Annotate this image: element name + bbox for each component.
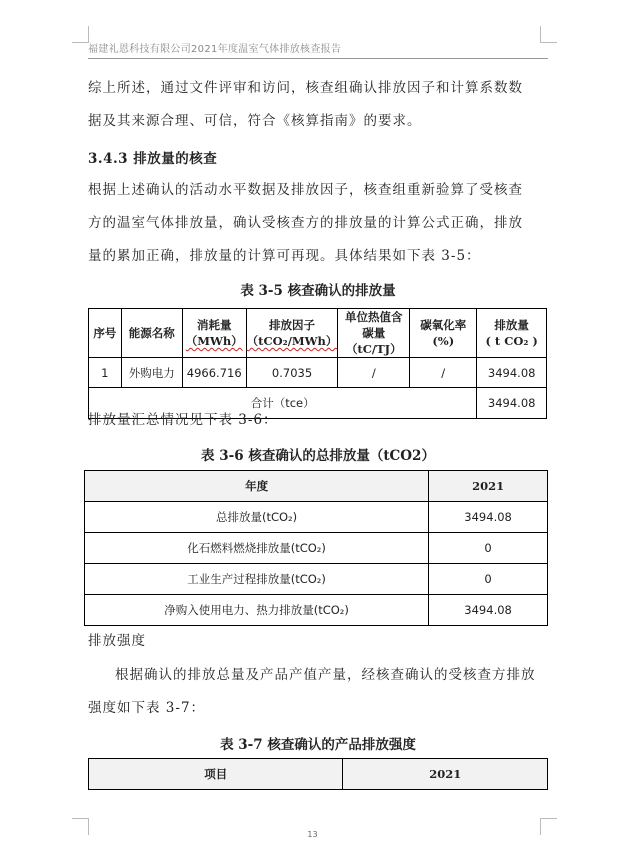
page-number: 13 xyxy=(307,830,318,839)
header-energy: 能源名称 xyxy=(121,309,182,358)
cell-label: 总排放量(tCO₂) xyxy=(85,502,429,533)
table-row xyxy=(85,564,548,595)
paragraph-conclusion xyxy=(88,72,548,138)
paragraph-line: 综上所述，通过文件评审和访问，核查组确认排放因子和计算系数数 xyxy=(88,80,523,96)
table-header-row xyxy=(85,471,548,502)
paragraph-line: 强度如下表 3-7： xyxy=(88,700,206,716)
table-3-7 xyxy=(88,758,548,790)
paragraph-intensity xyxy=(88,659,548,725)
table-3-6-caption: 表 3-6 核查确认的总排放量（tCO2） xyxy=(201,448,435,464)
cell-value: 0 xyxy=(429,533,548,564)
section-heading: 3.4.3 排放量的核查 xyxy=(88,151,218,167)
header-line: ( t CO₂ ) xyxy=(485,334,538,348)
cell-emission: 3494.08 xyxy=(477,358,547,388)
header-item: 年度 xyxy=(85,471,429,502)
cell-value: 3494.08 xyxy=(429,595,548,626)
paragraph-line: 方的温室气体排放量，确认受核查方的排放量的计算公式正确，排放 xyxy=(88,215,523,231)
page-header: 福建礼恩科技有限公司2021年度温室气体排放核查报告 xyxy=(88,44,342,55)
table-header-row xyxy=(89,759,548,790)
paragraph-line: 根据确认的排放总量及产品产值产量，经核查确认的受核查方排放 xyxy=(115,667,536,683)
cell-oxidation: / xyxy=(410,358,477,388)
table-3-5-caption: 表 3-5 核查确认的排放量 xyxy=(240,283,396,299)
header-year: 2021 xyxy=(343,759,548,790)
cell-label: 工业生产过程排放量(tCO₂) xyxy=(85,564,429,595)
cell-energy: 外购电力 xyxy=(121,358,182,388)
header-line: （tCO₂/MWh） xyxy=(246,334,338,348)
cell-label: 化石燃料燃烧排放量(tCO₂) xyxy=(85,533,429,564)
total-label: 合计（tce） xyxy=(250,396,315,410)
header-line: (%) xyxy=(432,334,455,348)
header-line: 消耗量 xyxy=(196,318,232,332)
header-item: 项目 xyxy=(89,759,343,790)
paragraph-line: 据及其来源合理、可信，符合《核算指南》的要求。 xyxy=(88,113,422,129)
header-oxidation xyxy=(410,309,477,358)
cell-value: 3494.08 xyxy=(429,502,548,533)
table-row xyxy=(85,502,548,533)
crop-mark-top-left xyxy=(72,26,89,43)
header-emission xyxy=(477,309,547,358)
table-3-6 xyxy=(84,470,548,626)
table-3-7-caption: 表 3-7 核查确认的产品排放强度 xyxy=(220,737,416,753)
header-line: 排放因子 xyxy=(269,318,316,332)
cell-factor: 0.7035 xyxy=(246,358,338,388)
header-consumption xyxy=(182,309,246,358)
paragraph-intensity-title: 排放强度 xyxy=(88,633,146,649)
paragraph-line: 量的累加正确，排放量的计算可再现。具体结果如下表 3-5： xyxy=(88,248,481,264)
cell-value: 0 xyxy=(429,564,548,595)
header-line: 碳量（tC/TJ） xyxy=(345,326,402,356)
header-line: 单位热值含 xyxy=(345,310,403,324)
table-row xyxy=(89,358,547,388)
table-row xyxy=(85,533,548,564)
header-rule xyxy=(88,58,548,59)
header-line: 碳氧化率 xyxy=(420,318,467,332)
paragraph-summary: 排放量汇总情况见下表 3-6： xyxy=(88,412,278,428)
cell-total-value: 3494.08 xyxy=(477,388,547,419)
paragraph-verification xyxy=(88,174,548,273)
table-3-5 xyxy=(88,308,547,419)
cell-label: 净购入使用电力、热力排放量(tCO₂) xyxy=(85,595,429,626)
cell-carbon-content: / xyxy=(338,358,410,388)
paragraph-line: 根据上述确认的活动水平数据及排放因子，核查组重新验算了受核查 xyxy=(88,182,523,198)
header-seq: 序号 xyxy=(89,309,122,358)
header-line: （MWh） xyxy=(185,334,243,348)
cell-consumption: 4966.716 xyxy=(182,358,246,388)
cell-seq: 1 xyxy=(89,358,122,388)
table-row xyxy=(85,595,548,626)
header-carbon-content xyxy=(338,309,410,358)
header-line: 排放量 xyxy=(494,318,529,332)
header-factor xyxy=(246,309,338,358)
header-year: 2021 xyxy=(429,471,548,502)
table-header-row xyxy=(89,309,547,358)
